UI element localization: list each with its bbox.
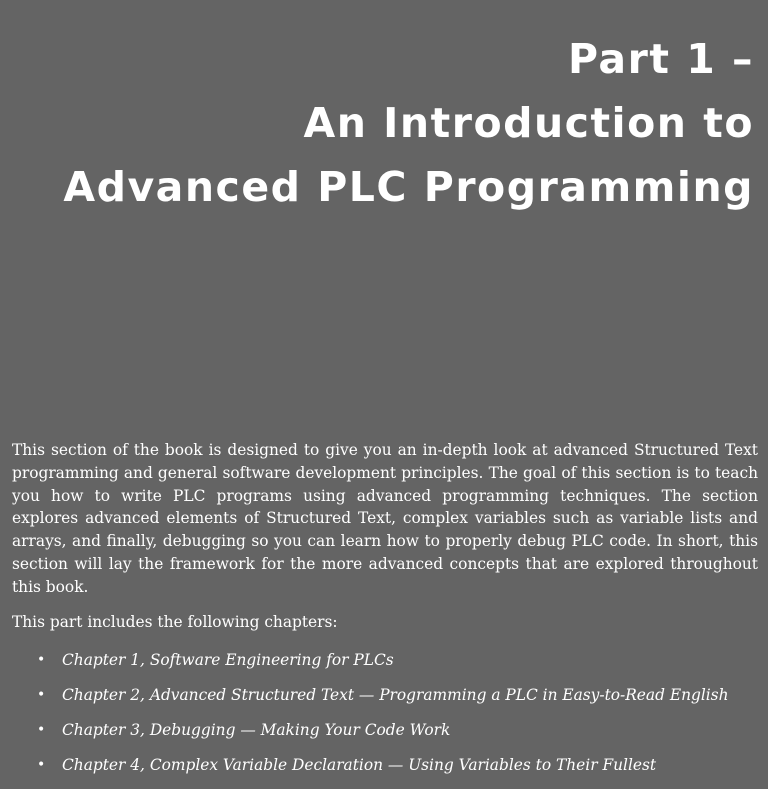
bullet-icon: • xyxy=(37,651,46,668)
chapter-title-2: Chapter 2, Advanced Structured Text — Programming a PLC in Easy-to-Read English xyxy=(62,685,729,704)
part-title-line-3: Advanced PLC Programming xyxy=(63,163,754,212)
bullet-icon: • xyxy=(37,686,46,703)
chapter-list xyxy=(12,649,758,789)
chapter-list-item-4 xyxy=(12,754,758,789)
chapter-list-item-1 xyxy=(12,649,758,684)
chapter-list-item-3 xyxy=(12,719,758,754)
bullet-icon: • xyxy=(37,721,46,738)
bullet-icon: • xyxy=(37,756,46,773)
part-title-line-1: Part 1 – xyxy=(567,35,754,84)
part-title xyxy=(34,27,754,219)
chapter-list-item-2 xyxy=(12,684,758,719)
chapter-title-1: Chapter 1, Software Engineering for PLCs xyxy=(62,650,394,669)
chapter-title-3: Chapter 3, Debugging — Making Your Code Work xyxy=(62,720,451,739)
section-body xyxy=(12,439,758,789)
section-intro-paragraph: This section of the book is designed to give you an in-depth look at advanced Structured Text programming and general software development principles. The goal of this section is to teach you how to write PLC programs using advanced programming techniques. The section explores advanced elements of Structured Text, complex variables such as variable lists and arrays, and finally, debugging so you can learn how to properly debug PLC code. In short, this section will lay the framework for the more advanced concepts that are explored throughout this book. xyxy=(12,441,758,596)
chapter-title-4: Chapter 4, Complex Variable Declaration — Using Variables to Their Fullest xyxy=(62,755,657,774)
part-title-line-2: An Introduction to xyxy=(303,99,754,148)
chapters-lead-in: This part includes the following chapters: xyxy=(12,612,338,631)
